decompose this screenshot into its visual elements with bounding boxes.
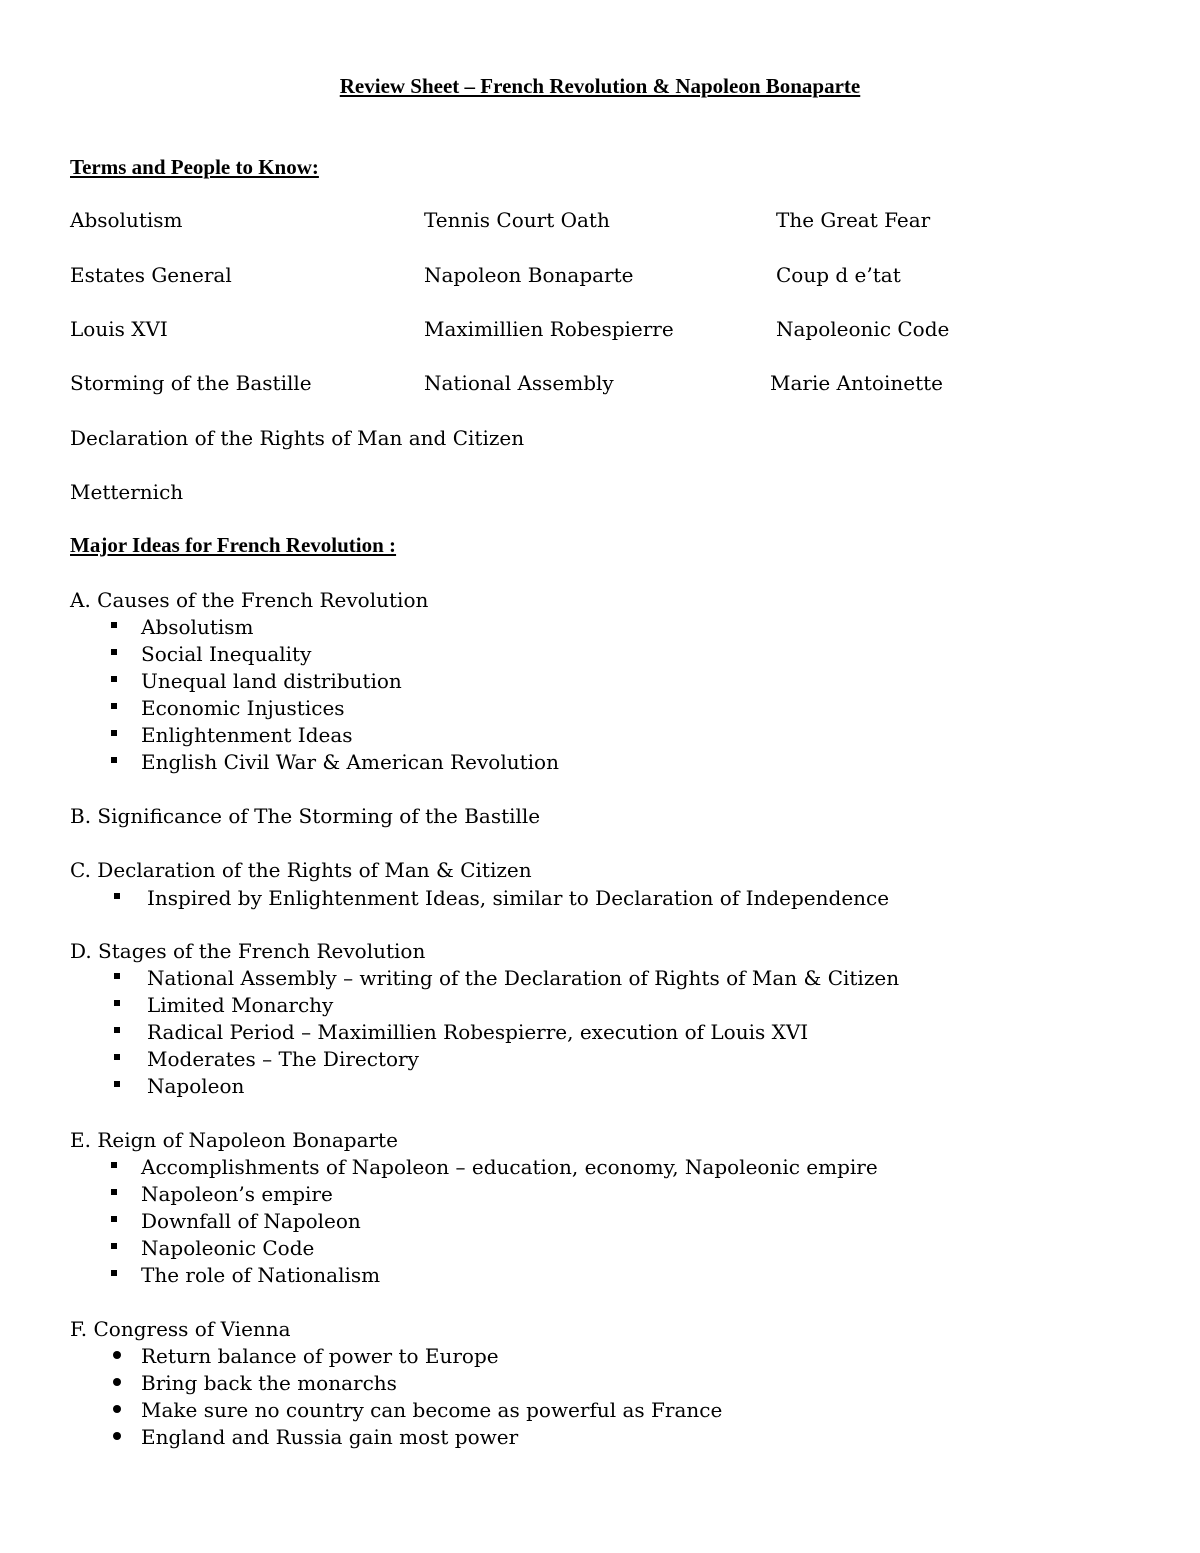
round-bullet-icon bbox=[113, 1351, 121, 1359]
square-bullet-icon bbox=[114, 893, 120, 899]
section-title: A. Causes of the French Revolution bbox=[70, 588, 429, 612]
square-bullet-icon bbox=[111, 1243, 117, 1249]
list-item: Accomplishments of Napoleon – education, economy, Napoleonic empire bbox=[141, 1155, 878, 1179]
term: Coup d e’tat bbox=[776, 263, 901, 287]
list-item: Make sure no country can become as powerful as France bbox=[141, 1398, 723, 1422]
section-title: E. Reign of Napoleon Bonaparte bbox=[70, 1128, 398, 1152]
list-item: Downfall of Napoleon bbox=[141, 1209, 361, 1233]
term: Declaration of the Rights of Man and Citizen bbox=[70, 426, 525, 450]
list-item: Bring back the monarchs bbox=[141, 1371, 397, 1395]
list-item: Napoleon bbox=[147, 1074, 245, 1098]
term: Napoleon Bonaparte bbox=[424, 263, 634, 287]
list-item: Economic Injustices bbox=[141, 696, 345, 720]
list-item: Napoleonic Code bbox=[141, 1236, 315, 1260]
list-item: Napoleon’s empire bbox=[141, 1182, 333, 1206]
square-bullet-icon bbox=[111, 676, 117, 682]
section-title: D. Stages of the French Revolution bbox=[70, 939, 426, 963]
term: Storming of the Bastille bbox=[70, 371, 312, 395]
square-bullet-icon bbox=[111, 757, 117, 763]
term: Absolutism bbox=[70, 208, 183, 232]
list-item: Enlightenment Ideas bbox=[141, 723, 353, 747]
round-bullet-icon bbox=[113, 1378, 121, 1386]
list-item: Inspired by Enlightenment Ideas, similar to Declaration of Independence bbox=[147, 886, 890, 910]
round-bullet-icon bbox=[113, 1432, 121, 1440]
list-item: Social Inequality bbox=[141, 642, 312, 666]
term: The Great Fear bbox=[776, 208, 931, 232]
page-title: Review Sheet – French Revolution & Napoleon Bonaparte bbox=[339, 74, 861, 98]
term: Metternich bbox=[70, 480, 184, 504]
list-item: English Civil War & American Revolution bbox=[141, 750, 559, 774]
term: Marie Antoinette bbox=[770, 371, 943, 395]
section-title: B. Significance of The Storming of the Bastille bbox=[70, 804, 541, 828]
square-bullet-icon bbox=[114, 1000, 120, 1006]
term: National Assembly bbox=[424, 371, 614, 395]
list-item: England and Russia gain most power bbox=[141, 1425, 519, 1449]
ideas-heading: Major Ideas for French Revolution : bbox=[70, 533, 397, 557]
square-bullet-icon bbox=[111, 1189, 117, 1195]
square-bullet-icon bbox=[114, 1027, 120, 1033]
list-item: Moderates – The Directory bbox=[147, 1047, 419, 1071]
list-item: Radical Period – Maximillien Robespierre, execution of Louis XVI bbox=[147, 1020, 809, 1044]
square-bullet-icon bbox=[111, 730, 117, 736]
section-title: F. Congress of Vienna bbox=[70, 1317, 291, 1341]
square-bullet-icon bbox=[111, 622, 117, 628]
list-item: Unequal land distribution bbox=[141, 669, 402, 693]
square-bullet-icon bbox=[111, 1216, 117, 1222]
square-bullet-icon bbox=[114, 1054, 120, 1060]
list-item: Return balance of power to Europe bbox=[141, 1344, 499, 1368]
term: Louis XVI bbox=[70, 317, 168, 341]
term: Tennis Court Oath bbox=[424, 208, 610, 232]
term: Estates General bbox=[70, 263, 232, 287]
square-bullet-icon bbox=[111, 1162, 117, 1168]
term: Maximillien Robespierre bbox=[424, 317, 674, 341]
square-bullet-icon bbox=[111, 649, 117, 655]
list-item: National Assembly – writing of the Declaration of Rights of Man & Citizen bbox=[147, 966, 900, 990]
list-item: Limited Monarchy bbox=[147, 993, 334, 1017]
section-title: C. Declaration of the Rights of Man & Citizen bbox=[70, 858, 532, 882]
square-bullet-icon bbox=[111, 703, 117, 709]
square-bullet-icon bbox=[114, 1081, 120, 1087]
square-bullet-icon bbox=[114, 973, 120, 979]
list-item: The role of Nationalism bbox=[141, 1263, 381, 1287]
round-bullet-icon bbox=[113, 1405, 121, 1413]
list-item: Absolutism bbox=[141, 615, 254, 639]
term: Napoleonic Code bbox=[776, 317, 950, 341]
terms-heading: Terms and People to Know: bbox=[70, 155, 319, 179]
square-bullet-icon bbox=[111, 1270, 117, 1276]
